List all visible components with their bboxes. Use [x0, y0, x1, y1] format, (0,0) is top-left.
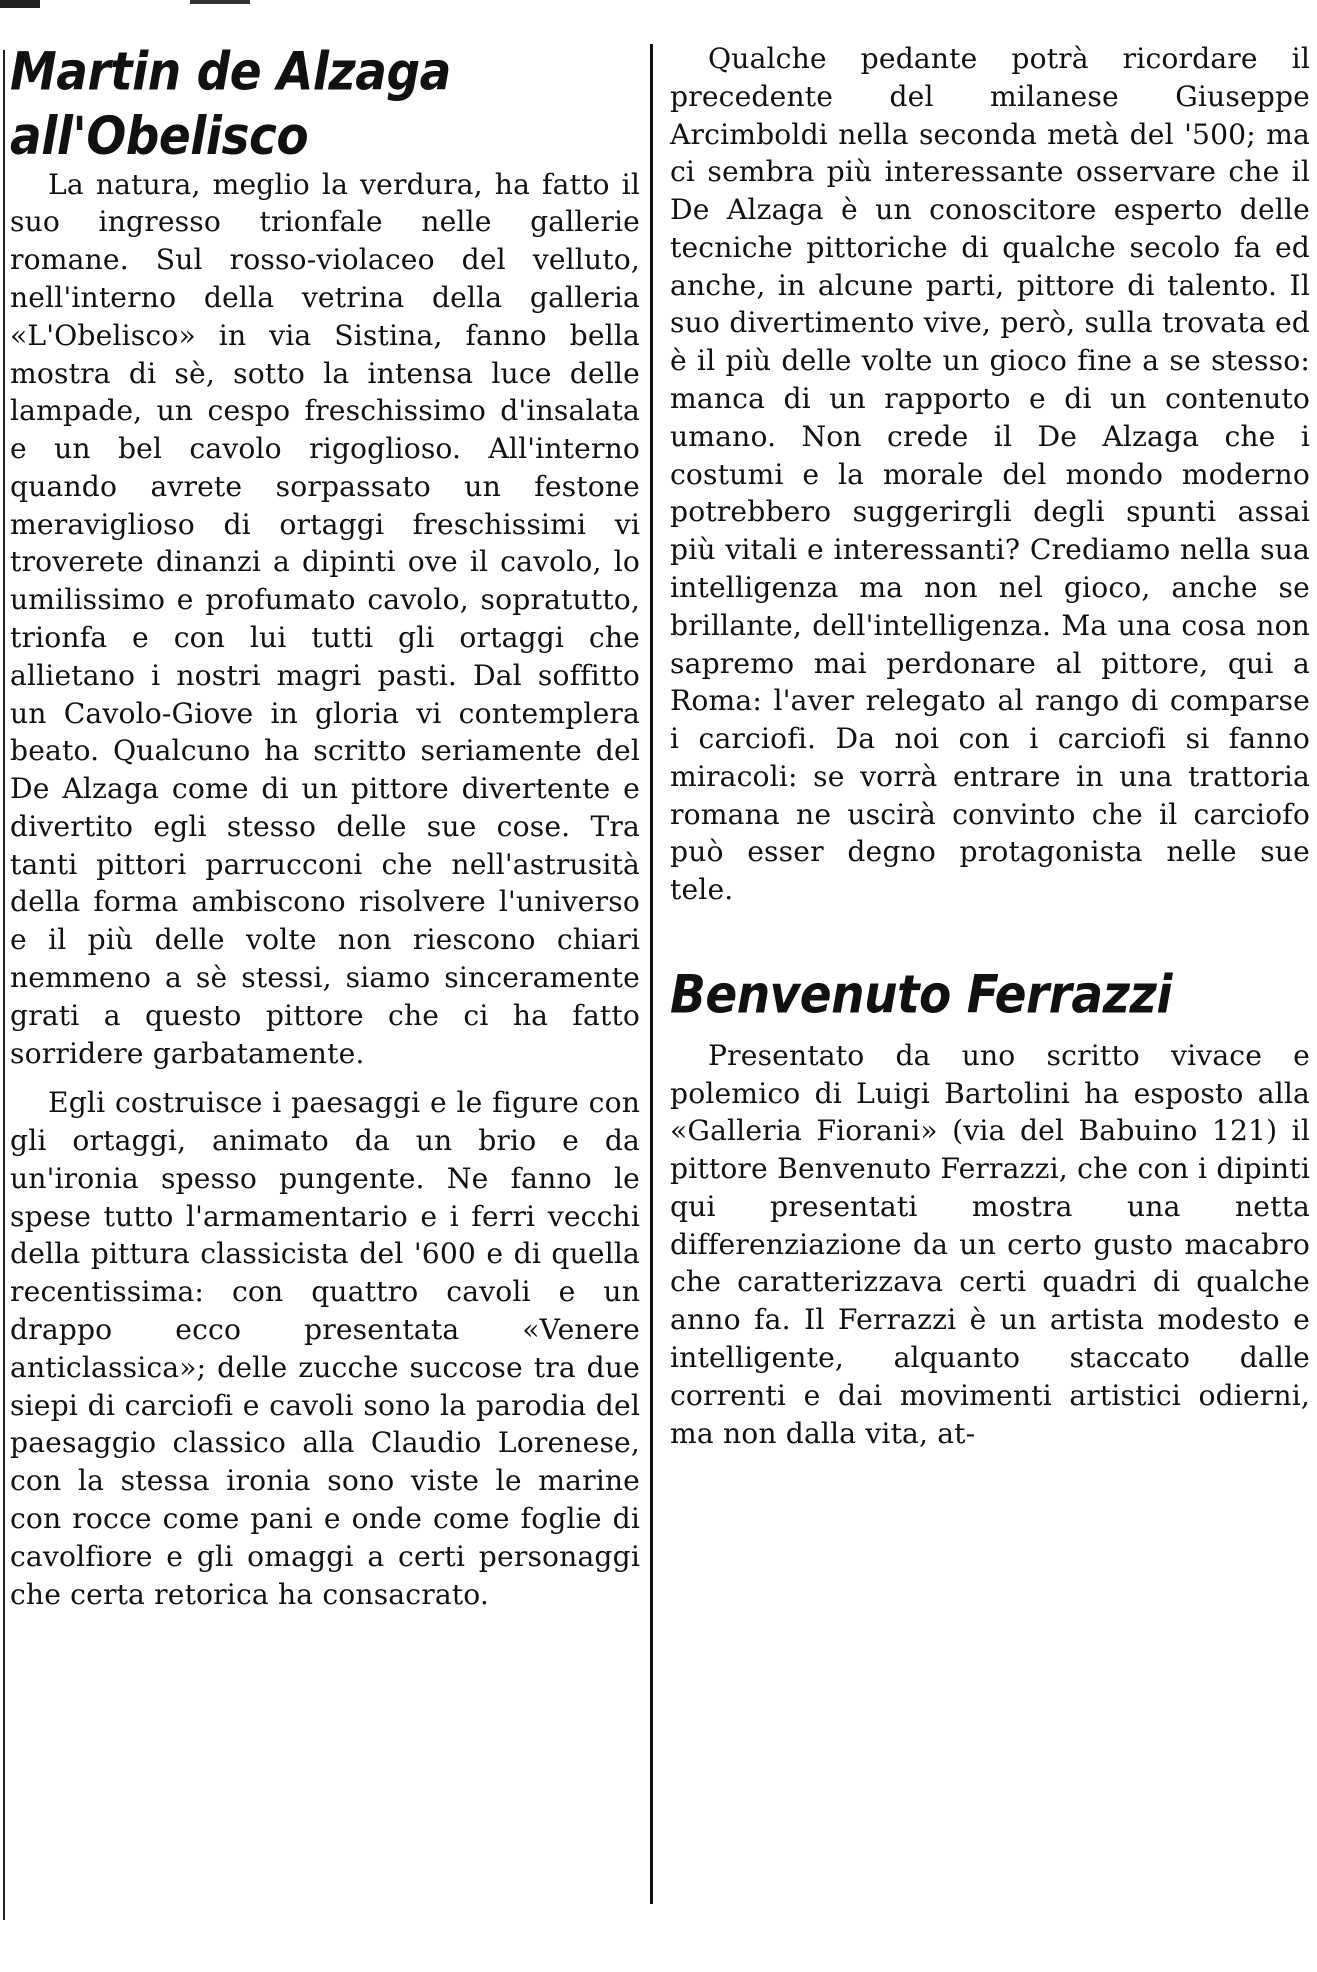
- article-1-title-line-2: all'Obelisco: [10, 105, 309, 168]
- article-1-title-line-1: Martin de Alzaga: [10, 41, 451, 103]
- article-1-paragraph-1: La natura, meglio la verdura, ha fatto il suo ingresso trionfale nelle gallerie romane. Sul rosso-violaceo del velluto, nell'interno della vetrina della galleria «L'Obelisco» in via Sistina, fanno bella mostra di sè, sotto la intensa luce delle lampade, un cespo freschissimo d'insalata e un bel cavolo rigoglioso. All'interno quando avrete sorpassato un festone meraviglioso di ortaggi freschissimi vi troverete dinanzi a dipinti ove il cavolo, lo umilissimo e profumato cavolo, sopratutto, trionfa e con lui tutti gli ortaggi che allietano i nostri magri pasti. Dal soffitto un Cavolo-Giove in gloria vi contemplera beato. Qualcuno ha scritto seriamente del De Alzaga come di un pittore divertente e divertito egli stesso delle sue cose. Tra tanti pittori parrucconi che nell'astrusità della forma ambiscono risolvere l'universo e il più delle volte non riescono chiari nemmeno a sè stessi, siamo sinceramente grati a questo pittore che ci ha fatto sorridere garbatamente.: [10, 167, 640, 1070]
- page-edge-mark: [0, 0, 40, 8]
- article-1-paragraph-3: Qualche pedante potrà ricordare il precedente del milanese Giuseppe Arcimboldi nella seconda metà del '500; ma ci sembra più interessante osservare che il De Alzaga è un conoscitore esperto delle tecniche pittoriche di qualche secolo fa ed anche, in alcune parti, pittore di talento. Il suo divertimento vive, però, sulla trovata ed è il più delle volte un gioco fine a se stesso: manca di un rapporto e di un contenuto umano. Non crede il De Alzaga che i costumi e la morale del mondo moderno potrebbero suggerirgli degli spunti assai più vitali e interessanti? Crediamo nella sua intelligenza ma non nel gioco, anche se brillante, dell'intelligenza. Ma una cosa non sapremo mai perdonare al pittore, qui a Roma: l'aver relegato al rango di comparse i carciofi. Da noi con i carciofi si fanno miracoli: se vorrà entrare in una trattoria romana ne uscirà convinto che il carciofo può esser degno protagonista nelle sue tele.: [670, 42, 1310, 907]
- article-1-title: [10, 40, 640, 169]
- page-edge-mark: [190, 0, 250, 4]
- article-1-paragraph-2: Egli costruisce i paesaggi e le figure con gli ortaggi, animato da un brio e da un'ironia spesso pungente. Ne fanno le spese tutto l'armamentario e i ferri vecchi della pittura classicista del '600 e di quella recentissima: con quattro cavoli e un drappo ecco presentata «Venere anticlassica»; delle zucche succose tra due siepi di carciofi e cavoli sono la parodia del paesaggio classico alla Claudio Lorenese, con la stessa ironia sono viste le marine con rocce come pani e onde come foglie di cavolfiore e gli omaggi a certi personaggi che certa retorica ha consacrato.: [10, 1086, 640, 1611]
- article-2-paragraph-1: Presentato da uno scritto vivace e polemico di Luigi Bartolini ha esposto alla «Galleria Fiorani» (via del Babuino 121) il pittore Benvenuto Ferrazzi, che con i dipinti qui presentati mostra una netta differenziazione da un certo gusto macabro che caratterizzava certi quadri di qualche anno fa. Il Ferrazzi è un artista modesto e intelligente, alquanto staccato dalle correnti e dai movimenti artistici odierni, ma non dalla vita, at-: [670, 1038, 1310, 1450]
- column-divider: [650, 44, 653, 1904]
- left-column: [10, 40, 640, 1625]
- left-margin-rule: [3, 50, 5, 1920]
- article-2-title: Benvenuto Ferrazzi: [670, 964, 1172, 1026]
- right-column: [670, 40, 1310, 1464]
